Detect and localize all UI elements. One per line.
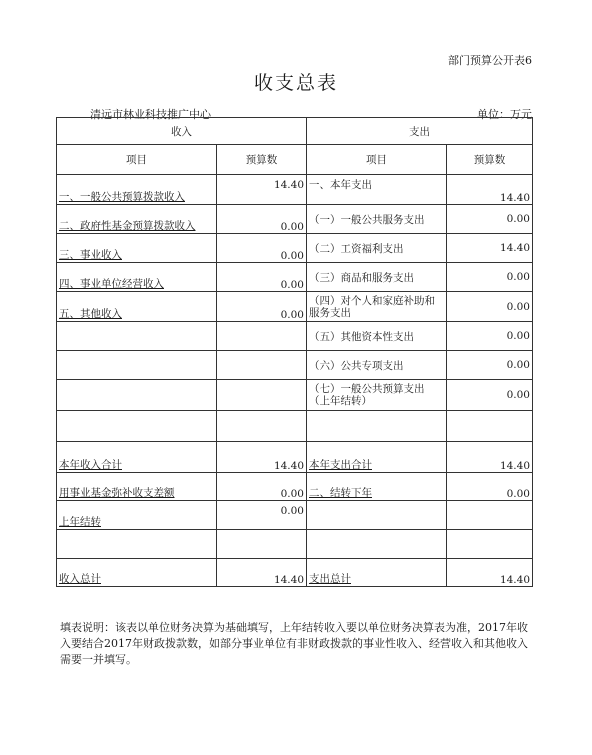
table-row xyxy=(57,442,533,473)
income-value xyxy=(217,351,307,380)
table-row xyxy=(57,322,533,351)
table-row xyxy=(57,530,533,559)
income-grand-total-value: 14.40 xyxy=(217,559,307,587)
table-row xyxy=(57,351,533,380)
income-label: 五、其他收入 xyxy=(57,292,217,322)
unit-label: 单位：万元 xyxy=(477,108,532,121)
form-number: 部门预算公开表6 xyxy=(448,54,532,67)
table-row xyxy=(57,263,533,292)
expense-value: 0.00 xyxy=(447,351,533,380)
expense-grand-total-value: 14.40 xyxy=(447,559,533,587)
expense-item-header: 项目 xyxy=(307,145,447,175)
income-label xyxy=(57,351,217,380)
page-title: 收支总表 xyxy=(253,72,338,94)
table-row xyxy=(57,175,533,205)
expense-label: （二）工资福利支出 xyxy=(307,234,447,263)
expense-label: （五）其他资本性支出 xyxy=(307,322,447,351)
organization-name: 清远市林业科技推广中心 xyxy=(90,108,211,121)
income-label xyxy=(57,380,217,411)
carry-prev-year-label: 上年结转 xyxy=(57,501,217,530)
income-budget-header: 预算数 xyxy=(217,145,307,175)
expense-value: 14.40 xyxy=(447,175,533,205)
carry-next-year-value: 0.00 xyxy=(447,473,533,501)
income-label xyxy=(57,322,217,351)
table-row xyxy=(57,473,533,501)
income-value xyxy=(217,322,307,351)
carry-prev-year-value: 0.00 xyxy=(217,501,307,530)
expense-value: 0.00 xyxy=(447,263,533,292)
income-header: 收入 xyxy=(57,118,307,145)
table-row xyxy=(57,411,533,442)
year-expense-total-value: 14.40 xyxy=(447,442,533,473)
carry-next-year-label: 二、结转下年 xyxy=(307,473,447,501)
expense-label: （一）一般公共服务支出 xyxy=(307,205,447,234)
table-row xyxy=(57,559,533,587)
expense-grand-total-label: 支出总计 xyxy=(307,559,447,587)
expense-label: （六）公共专项支出 xyxy=(307,351,447,380)
expense-value: 0.00 xyxy=(447,322,533,351)
expense-header: 支出 xyxy=(307,118,533,145)
table-row xyxy=(57,205,533,234)
income-expense-table xyxy=(56,117,533,587)
income-value: 0.00 xyxy=(217,292,307,322)
fund-balance-label: 用事业基金弥补收支差额 xyxy=(57,473,217,501)
fund-balance-value: 0.00 xyxy=(217,473,307,501)
year-income-total-label: 本年收入合计 xyxy=(57,442,217,473)
income-value: 0.00 xyxy=(217,234,307,263)
expense-value: 14.40 xyxy=(447,234,533,263)
income-item-header: 项目 xyxy=(57,145,217,175)
table-row xyxy=(57,380,533,411)
income-label: 一、一般公共预算拨款收入 xyxy=(57,175,217,205)
expense-budget-header: 预算数 xyxy=(447,145,533,175)
income-label: 三、事业收入 xyxy=(57,234,217,263)
year-income-total-value: 14.40 xyxy=(217,442,307,473)
income-label: 四、事业单位经营收入 xyxy=(57,263,217,292)
fill-instructions: 填表说明：该表以单位财务决算为基础填写，上年结转收入要以单位财务决算表为准，2017年收入要结合2017年财政拨款数，如部分事业单位有非财政拨款的事业性收入、经营收入和其他收入需要一并填写。 xyxy=(60,621,528,666)
expense-label: 一、本年支出 xyxy=(307,175,447,205)
table-row xyxy=(57,292,533,322)
expense-label: （四）对个人和家庭补助和服务支出 xyxy=(309,294,435,319)
year-expense-total-label: 本年支出合计 xyxy=(307,442,447,473)
income-label: 二、政府性基金预算拨款收入 xyxy=(57,205,217,234)
income-value xyxy=(217,380,307,411)
expense-label: （三）商品和服务支出 xyxy=(307,263,447,292)
income-grand-total-label: 收入总计 xyxy=(57,559,217,587)
expense-value: 0.00 xyxy=(447,292,533,322)
expense-label: （七）一般公共预算支出（上年结转） xyxy=(309,383,425,407)
income-value: 0.00 xyxy=(217,263,307,292)
expense-value: 0.00 xyxy=(447,380,533,411)
income-value: 14.40 xyxy=(217,175,307,205)
expense-value: 0.00 xyxy=(447,205,533,234)
table-row xyxy=(57,234,533,263)
table-row xyxy=(57,501,533,530)
income-value: 0.00 xyxy=(217,205,307,234)
